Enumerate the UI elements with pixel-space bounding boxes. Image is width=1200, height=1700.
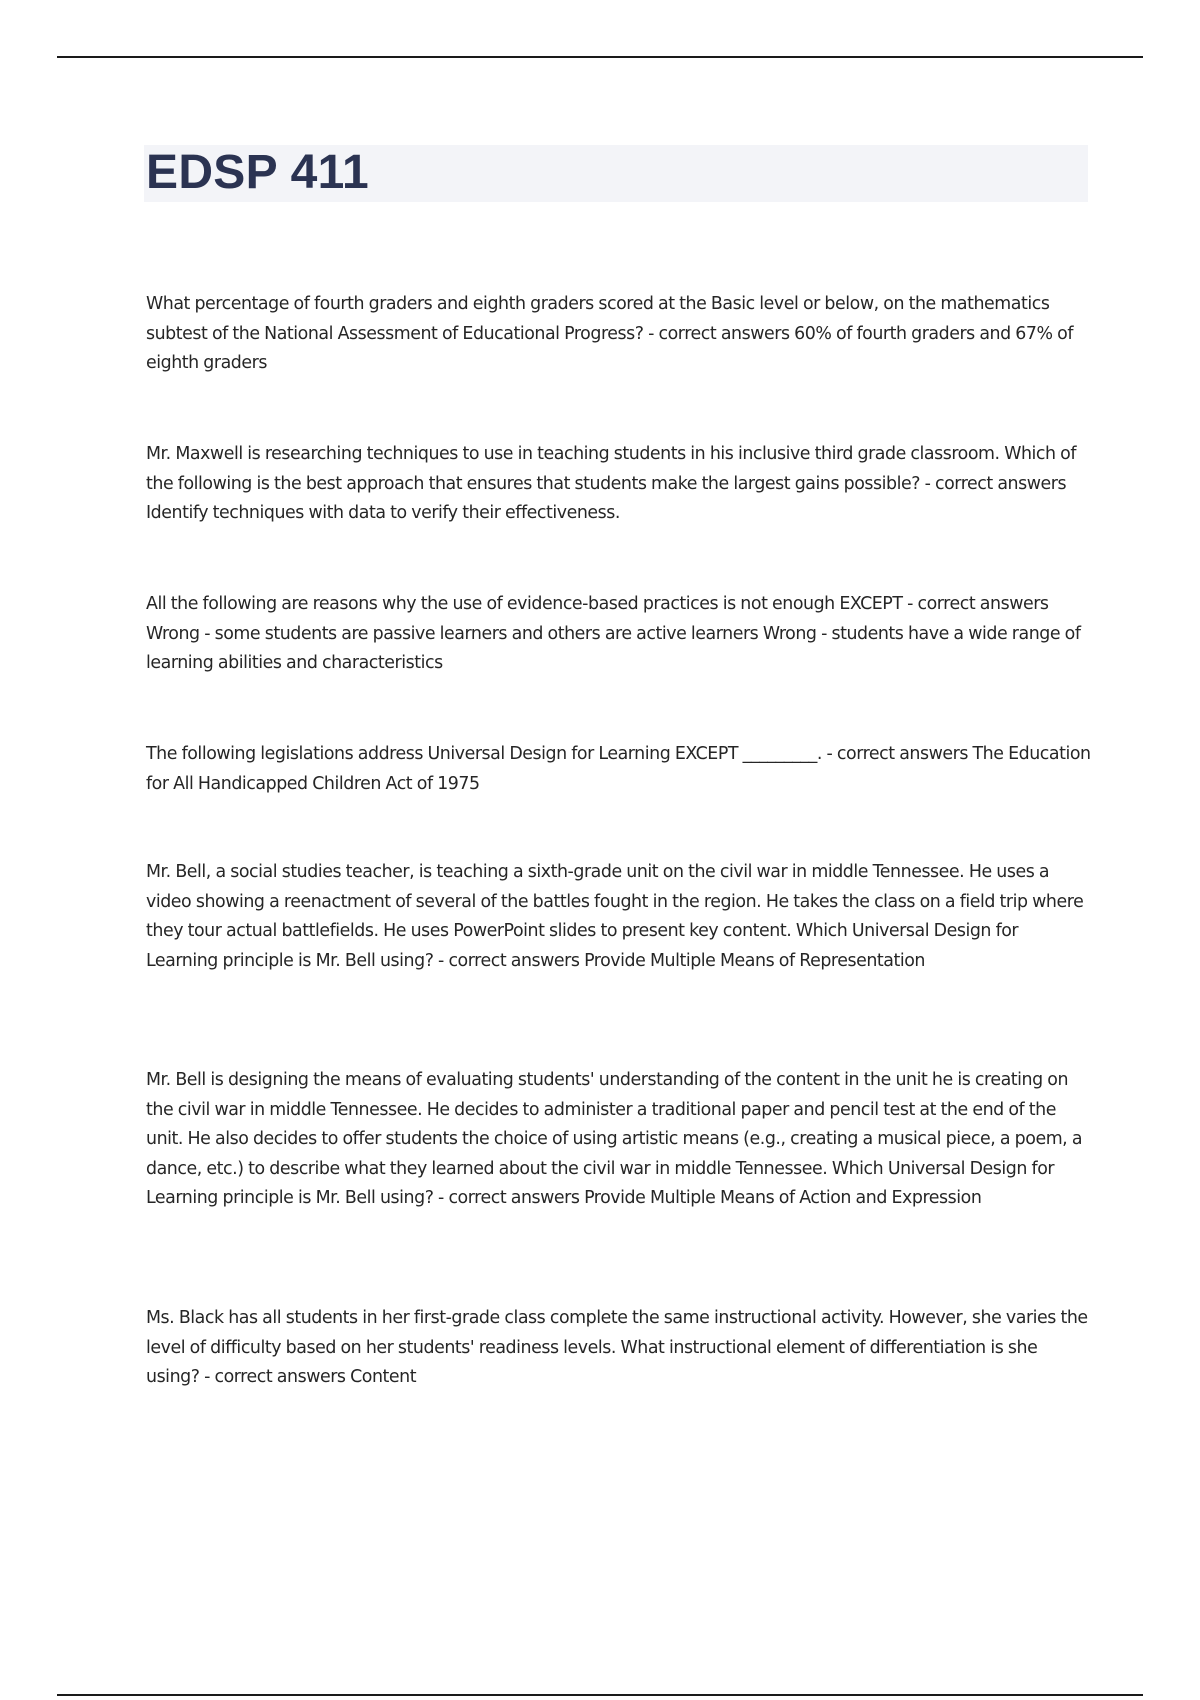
qa-entry-5: Mr. Bell, a social studies teacher, is teaching a sixth-grade unit on the civil war in middle Tennessee. He uses a video showing a reenactment of several of the battles fought in the region. He takes the class on a field trip where they tour actual battlefields. He uses PowerPoint slides to present key content. Which Universal Design for Learning principle is Mr. Bell using? - correct answers Provide Multiple Means of Representation — [146, 862, 1084, 971]
qa-entry-3: All the following are reasons why the use of evidence-based practices is not enough EXCEPT - correct answers Wrong - some students are passive learners and others are active learners Wrong - students have a wide range of learning abilities and characteristics — [146, 594, 1081, 673]
document-title: EDSP 411 — [146, 146, 370, 199]
footer-rule — [57, 1694, 1143, 1696]
qa-entry-6: Mr. Bell is designing the means of evaluating students' understanding of the content in the unit he is creating on the civil war in middle Tennessee. He decides to administer a traditional paper and pencil test at the end of the unit. He also decides to offer students the choice of using artistic means (e.g., creating a musical piece, a poem, a dance, etc.) to describe what they learned about the civil war in middle Tennessee. Which Universal Design for Learning principle is Mr. Bell using? - correct answers Provide Multiple Means of Action and Expression — [146, 1070, 1083, 1208]
qa-entry-7: Ms. Black has all students in her first-grade class complete the same instructional activity. However, she varies the level of difficulty based on her students' readiness levels. What instructional element of differentiation is she using? - correct answers Content — [146, 1308, 1088, 1387]
qa-entry-4: The following legislations address Universal Design for Learning EXCEPT _________. - correct answers The Education for All Handicapped Children Act of 1975 — [146, 744, 1091, 794]
qa-entry-1: What percentage of fourth graders and eighth graders scored at the Basic level or below, on the mathematics subtest of the National Assessment of Educational Progress? - correct answers 60% of fourth graders and 67% of eighth graders — [146, 294, 1074, 373]
header-rule — [57, 56, 1143, 58]
qa-entry-2: Mr. Maxwell is researching techniques to use in teaching students in his inclusive third grade classroom. Which of the following is the best approach that ensures that students make the largest gains possible? - correct answers Identify techniques with data to verify their effectiveness. — [146, 444, 1077, 523]
